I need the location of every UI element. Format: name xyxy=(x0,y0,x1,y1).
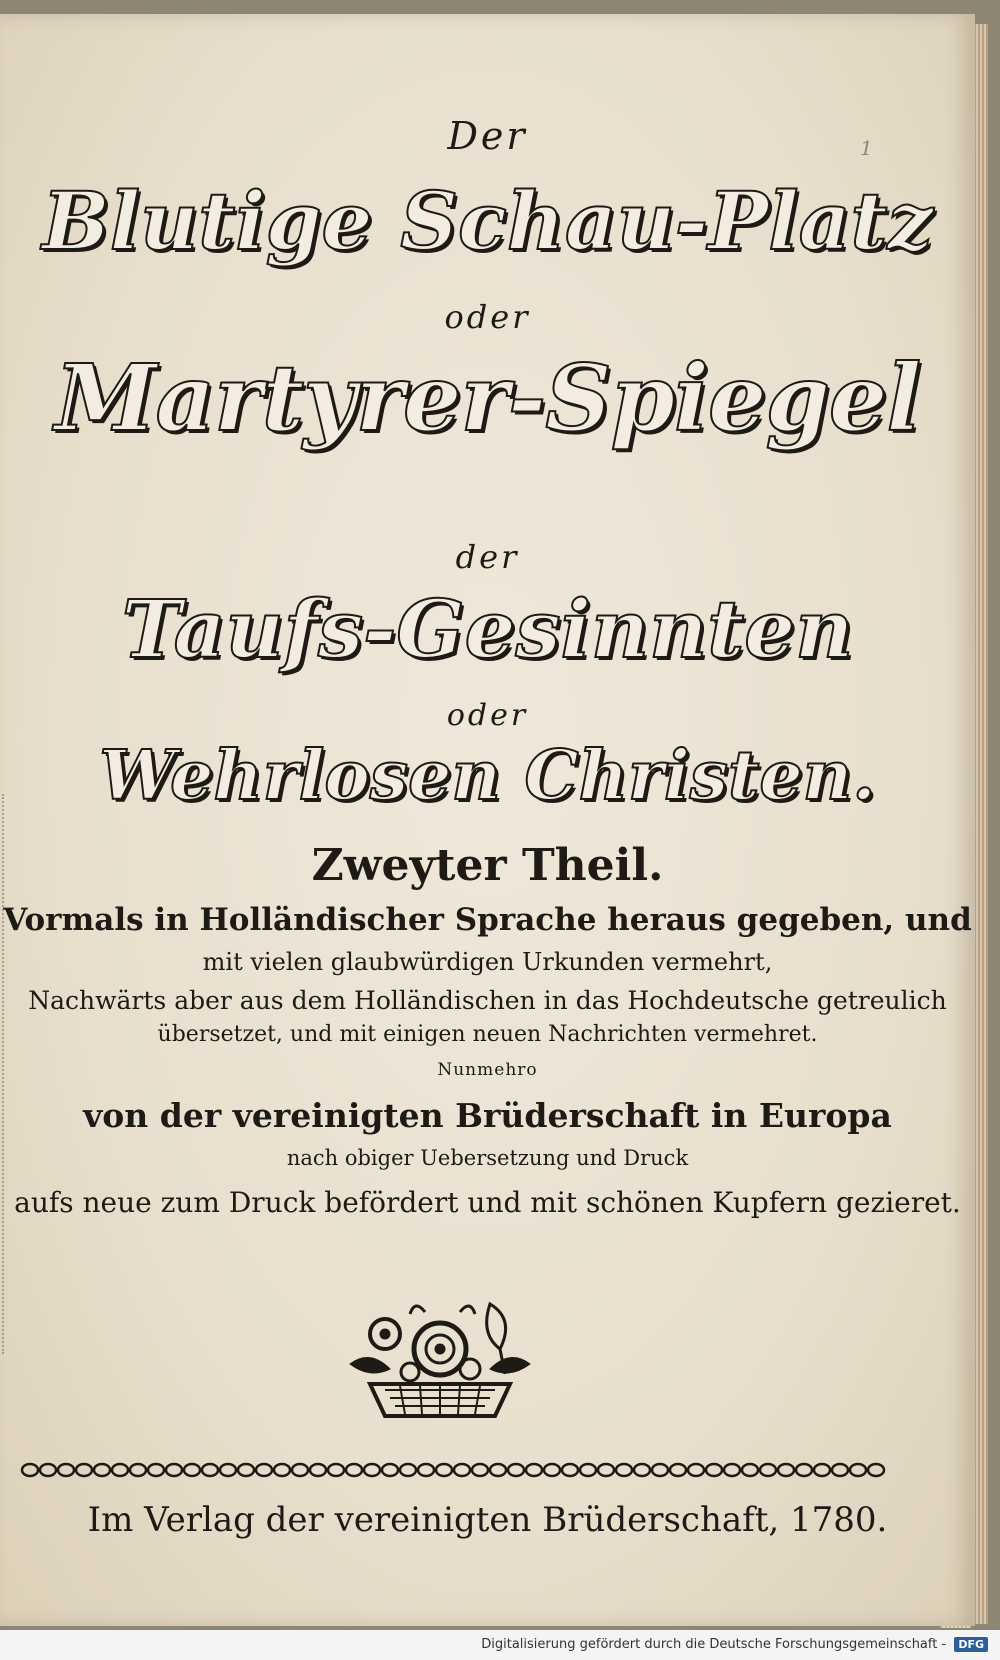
chain-link xyxy=(580,1464,596,1476)
chain-link xyxy=(292,1464,308,1476)
title-line-2: Martyrer-Spiegel xyxy=(54,344,921,452)
chain-link xyxy=(76,1464,92,1476)
chain-link xyxy=(490,1464,506,1476)
chain-link xyxy=(364,1464,380,1476)
chain-link xyxy=(832,1464,848,1476)
chain-link xyxy=(688,1464,704,1476)
chain-link xyxy=(508,1464,524,1476)
chain-link xyxy=(418,1464,434,1476)
chain-link xyxy=(436,1464,452,1476)
chain-link xyxy=(850,1464,866,1476)
chain-link xyxy=(454,1464,470,1476)
chain-link xyxy=(346,1464,362,1476)
footer-credit-text: Digitalisierung gefördert durch die Deutsche Forschungsgemeinschaft - xyxy=(481,1637,947,1652)
chain-link xyxy=(400,1464,416,1476)
description-line-7: aufs neue zum Druck befördert und mit schönen Kupfern gezieret. xyxy=(14,1186,961,1219)
description-line-6: nach obiger Uebersetzung und Druck xyxy=(286,1146,689,1170)
chain-link xyxy=(562,1464,578,1476)
chain-link xyxy=(40,1464,56,1476)
title-line-1: Blutige Schau-Platz xyxy=(42,174,933,268)
chain-link xyxy=(742,1464,758,1476)
description-line-3: Nachwärts aber aus dem Holländischen in das Hochdeutsche getreulich xyxy=(28,986,947,1015)
description-line-2: mit vielen glaubwürdigen Urkunden vermehrt, xyxy=(202,948,773,976)
chain-link xyxy=(202,1464,218,1476)
chain-link xyxy=(22,1464,38,1476)
chain-link xyxy=(112,1464,128,1476)
chain-link xyxy=(58,1464,74,1476)
chain-link xyxy=(166,1464,182,1476)
chain-link xyxy=(184,1464,200,1476)
chain-link xyxy=(796,1464,812,1476)
chain-link xyxy=(598,1464,614,1476)
footer-credit xyxy=(481,1637,988,1652)
digitization-footer xyxy=(0,1630,1000,1660)
chain-link xyxy=(670,1464,686,1476)
title-line-4: Wehrlosen Christen. xyxy=(99,736,876,816)
title-word-oder-2: oder xyxy=(446,698,529,733)
flower-basket-ornament xyxy=(330,1294,550,1424)
title-line-3: Taufs-Gesinnten xyxy=(121,582,854,676)
part-heading: Zweyter Theil. xyxy=(311,840,664,891)
chain-link xyxy=(868,1464,884,1476)
dfg-logo: DFG xyxy=(954,1637,988,1652)
book-page xyxy=(0,14,975,1626)
chain-link xyxy=(634,1464,650,1476)
chain-link xyxy=(616,1464,632,1476)
chain-link xyxy=(652,1464,668,1476)
decorative-chain-rule xyxy=(20,1458,890,1482)
chain-link xyxy=(760,1464,776,1476)
chain-link xyxy=(544,1464,560,1476)
pencil-page-number: 1 xyxy=(860,136,873,160)
chain-link xyxy=(526,1464,542,1476)
description-line-5: von der vereinigten Brüderschaft in Europa xyxy=(83,1096,892,1135)
chain-link xyxy=(238,1464,254,1476)
chain-link xyxy=(310,1464,326,1476)
chain-link xyxy=(472,1464,488,1476)
title-word-der-2: der xyxy=(455,538,520,576)
description-line-4: übersetzet, und mit einigen neuen Nachrichten vermehret. xyxy=(157,1022,818,1047)
chain-link xyxy=(328,1464,344,1476)
chain-link xyxy=(814,1464,830,1476)
chain-link xyxy=(148,1464,164,1476)
chain-link xyxy=(706,1464,722,1476)
chain-link xyxy=(274,1464,290,1476)
chain-link xyxy=(220,1464,236,1476)
chain-link xyxy=(778,1464,794,1476)
chain-link xyxy=(94,1464,110,1476)
chain-link xyxy=(382,1464,398,1476)
title-word-oder-1: oder xyxy=(444,298,531,336)
chain-link xyxy=(256,1464,272,1476)
imprint-line: Im Verlag der vereinigten Brüderschaft, 1780. xyxy=(87,1500,888,1540)
title-word-der: Der xyxy=(447,114,528,158)
nunmehro-line: Nunmehro xyxy=(437,1060,538,1080)
description-line-1: Vormals in Holländischer Sprache heraus gegeben, und xyxy=(3,902,972,938)
chain-link xyxy=(724,1464,740,1476)
chain-link xyxy=(130,1464,146,1476)
